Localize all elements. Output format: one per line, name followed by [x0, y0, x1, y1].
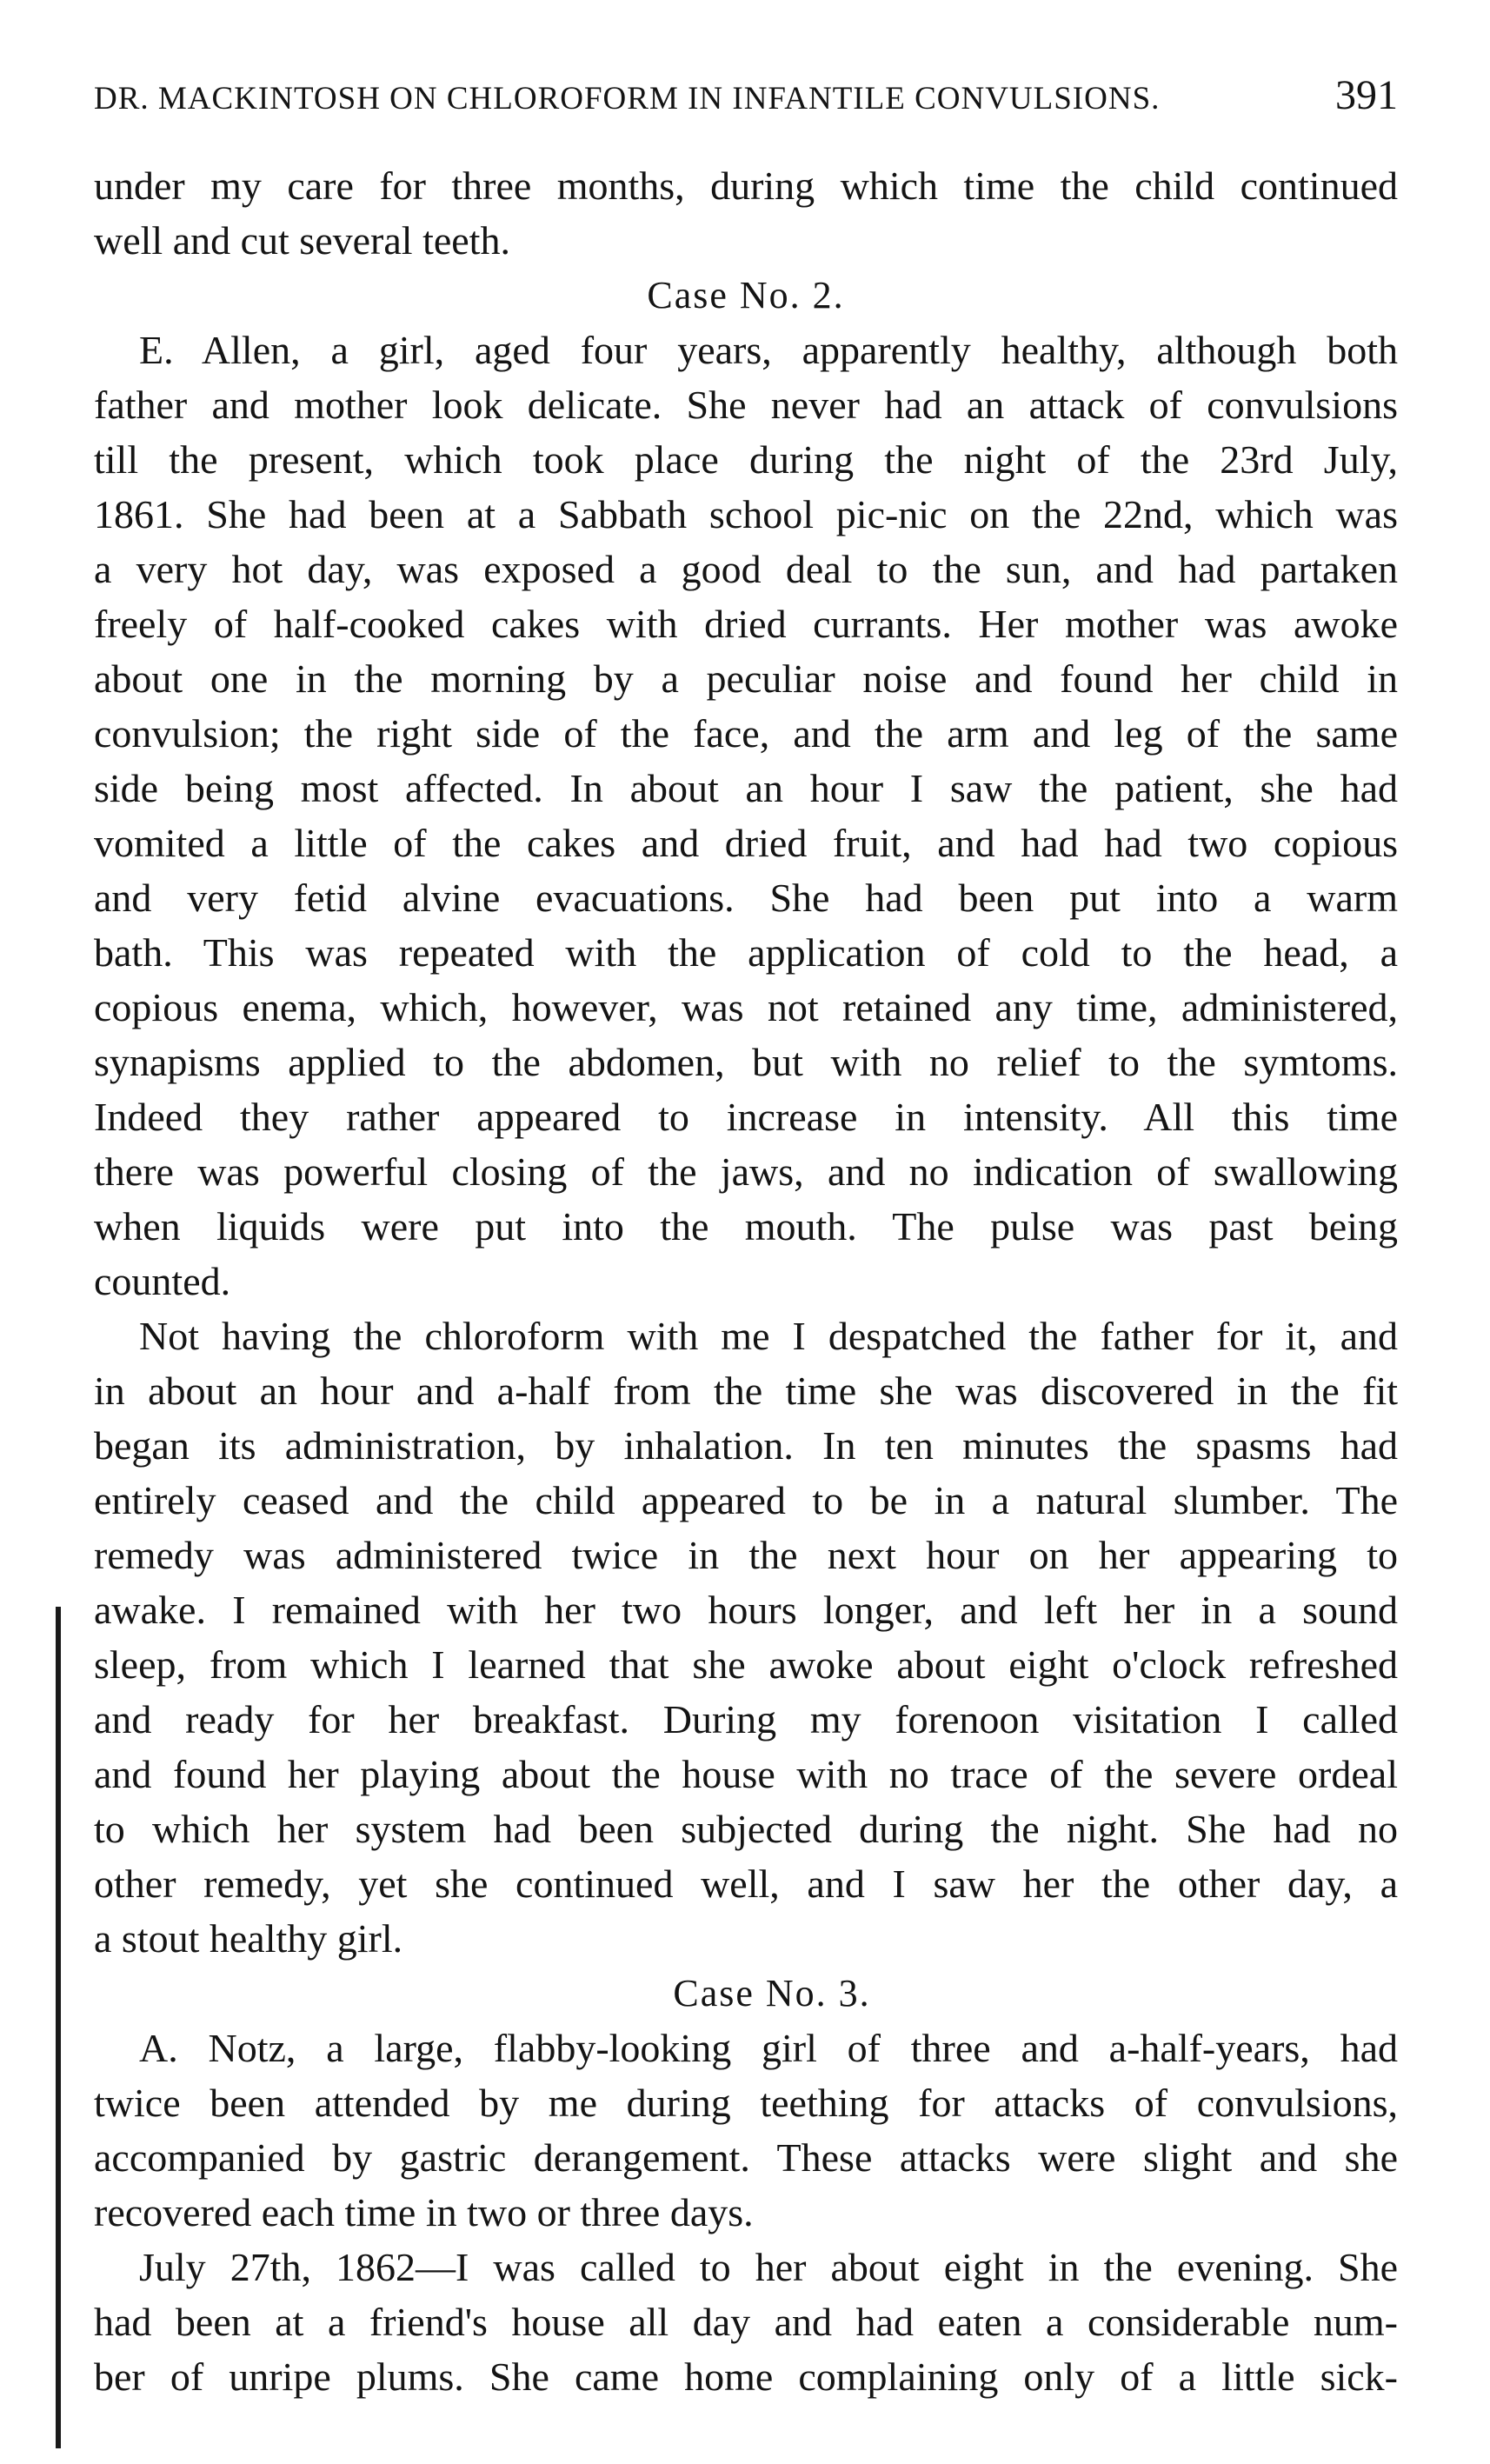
text-line: when liquids were put into the mouth. The pulse was past being [94, 1204, 1398, 1249]
text-line: there was powerful closing of the jaws, and no indication of swallowing [94, 1149, 1398, 1194]
text-line: well and cut several teeth. [94, 218, 510, 263]
text-line: began its administration, by inhalation. In ten minutes the spasms had [94, 1423, 1398, 1468]
text-line: and found her playing about the house with no trace of the severe ordeal [94, 1752, 1398, 1796]
text-line: freely of half-cooked cakes with dried currants. Her mother was awoke [94, 602, 1398, 646]
text-line: synapisms applied to the abdomen, but with no relief to the symtoms. [94, 1040, 1398, 1084]
text-line: July 27th, 1862—I was called to her about eight in the evening. She [139, 2245, 1398, 2289]
text-line: sleep, from which I learned that she awoke about eight o'clock refreshed [94, 1642, 1398, 1687]
text-line: to which her system had been subjected during the night. She had no [94, 1807, 1398, 1851]
text-line: and very fetid alvine evacuations. She had been put into a warm [94, 876, 1398, 920]
text-line: A. Notz, a large, flabby-looking girl of three and a-half-years, had [139, 2026, 1398, 2070]
text-line: bath. This was repeated with the application of cold to the head, a [94, 930, 1398, 975]
text-line: about one in the morning by a peculiar noise and found her child in [94, 656, 1398, 701]
text-line: side being most affected. In about an hour I saw the patient, she had [94, 766, 1398, 810]
text-line: 1861. She had been at a Sabbath school pic-nic on the 22nd, which was [94, 492, 1398, 536]
text-line: Not having the chloroform with me I despatched the father for it, and [139, 1314, 1398, 1358]
text-line: twice been attended by me during teething for attacks of convulsions, [94, 2081, 1398, 2125]
running-title: DR. MACKINTOSH ON CHLOROFORM IN INFANTILE CONVULSIONS. [94, 81, 1161, 117]
text-line: in about an hour and a-half from the time she was discovered in the fit [94, 1369, 1398, 1413]
text-line: E. Allen, a girl, aged four years, apparently healthy, although both [139, 328, 1398, 372]
text-line: had been at a friend's house all day and had eaten a considerable num- [94, 2300, 1398, 2344]
text-line: vomited a little of the cakes and dried fruit, and had had two copious [94, 821, 1398, 865]
text-line: and ready for her breakfast. During my forenoon visitation I called [94, 1697, 1398, 1741]
text-line: remedy was administered twice in the next hour on her appearing to [94, 1533, 1398, 1577]
text-line: recovered each time in two or three days. [94, 2190, 754, 2234]
case-heading-2: Case No. 2. [647, 274, 845, 316]
text-line: a very hot day, was exposed a good deal to the sun, and had partaken [94, 547, 1398, 591]
text-line: till the present, which took place during the night of the 23rd July, [94, 437, 1398, 482]
text-line: Indeed they rather appeared to increase in intensity. All this time [94, 1095, 1398, 1139]
text-line: other remedy, yet she continued well, and I saw her the other day, a [94, 1861, 1398, 1906]
text-line: convulsion; the right side of the face, and the arm and leg of the same [94, 711, 1398, 756]
text-line: a stout healthy girl. [94, 1916, 403, 1961]
text-line: entirely ceased and the child appeared to be in a natural slumber. The [94, 1478, 1398, 1522]
page-number: 391 [1335, 72, 1398, 118]
running-head [94, 71, 1398, 123]
body-text [94, 158, 1398, 2404]
text-line: under my care for three months, during which time the child continued [94, 163, 1398, 208]
text-line: copious enema, which, however, was not retained any time, administered, [94, 985, 1398, 1029]
text-line: counted. [94, 1259, 231, 1303]
text-line: father and mother look delicate. She never had an attack of convulsions [94, 383, 1398, 427]
case-heading-3: Case No. 3. [673, 1972, 871, 2014]
text-line: accompanied by gastric derangement. These attacks were slight and she [94, 2135, 1398, 2180]
text-line: awake. I remained with her two hours longer, and left her in a sound [94, 1588, 1398, 1632]
margin-rule [56, 1607, 61, 2448]
text-line: ber of unripe plums. She came home complaining only of a little sick- [94, 2354, 1398, 2399]
